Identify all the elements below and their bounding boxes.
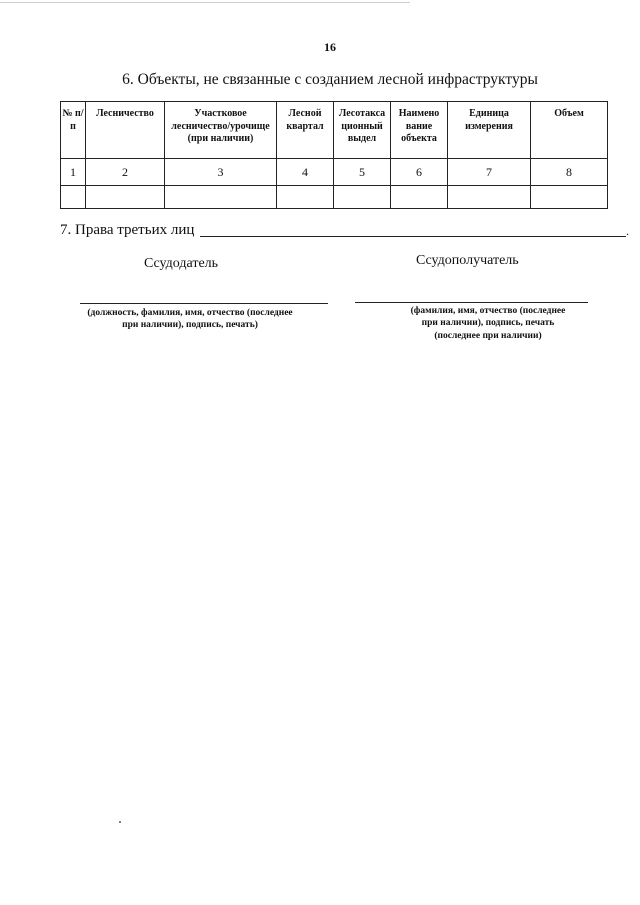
lender-title: Ссудодатель [144, 256, 219, 271]
table-cell-empty [277, 186, 334, 209]
table-cell: 4 [277, 159, 334, 186]
table-cell-empty [531, 186, 608, 209]
header-taxation-unit: Лесотакса ционный выдел [334, 102, 391, 159]
borrower-caption [378, 305, 598, 342]
objects-table [60, 101, 608, 209]
table-cell-empty [391, 186, 448, 209]
borrower-title: Ссудополучатель [416, 253, 519, 268]
table-cell: 2 [86, 159, 165, 186]
table-cell-empty [334, 186, 391, 209]
section-7-label: 7. Права третьих лиц [60, 222, 195, 238]
header-forest-quarter: Лесной квартал [277, 102, 334, 159]
table-cell: 1 [61, 159, 86, 186]
table-cell-empty [86, 186, 165, 209]
header-volume: Объем [531, 102, 608, 159]
lender-signature-line [80, 303, 328, 304]
top-rule [0, 2, 410, 3]
table-cell: 5 [334, 159, 391, 186]
section-7-fill-line [200, 236, 626, 237]
lender-caption-line-1: (должность, фамилия, имя, отчество (последнее [87, 308, 293, 318]
header-district-forestry: Участковое лесничество/урочище (при наличии) [165, 102, 277, 159]
borrower-signature-line [355, 302, 588, 303]
table-cell-empty [448, 186, 531, 209]
table-cell: 7 [448, 159, 531, 186]
lender-caption-line-2: при наличии), подпись, печать) [122, 320, 258, 331]
table-row [61, 159, 608, 186]
table-cell: 8 [531, 159, 608, 186]
section-7-third-party-rights [60, 222, 629, 244]
section-7-trailing-dot: . [626, 224, 629, 238]
header-object-name: Наимено вание объекта [391, 102, 448, 159]
header-unit-of-measure: Единица измерения [448, 102, 531, 159]
lender-caption [55, 307, 325, 332]
borrower-caption-line-3: (последнее при наличии) [434, 330, 542, 341]
table-cell: 3 [165, 159, 277, 186]
page-number: 16 [324, 40, 336, 54]
table-cell: 6 [391, 159, 448, 186]
table-cell-empty [165, 186, 277, 209]
header-forestry: Лесничество [86, 102, 165, 159]
section-6-title: 6. Объекты, не связанные с созданием лесной инфраструктуры [122, 71, 538, 88]
table-header-row [61, 102, 608, 159]
borrower-caption-line-2: при наличии), подпись, печать [421, 318, 555, 329]
borrower-caption-line-1: (фамилия, имя, отчество (последнее [410, 306, 566, 316]
scan-speck [119, 821, 121, 823]
table-row [61, 186, 608, 209]
table-cell-empty [61, 186, 86, 209]
header-number: № п/п [61, 102, 86, 159]
